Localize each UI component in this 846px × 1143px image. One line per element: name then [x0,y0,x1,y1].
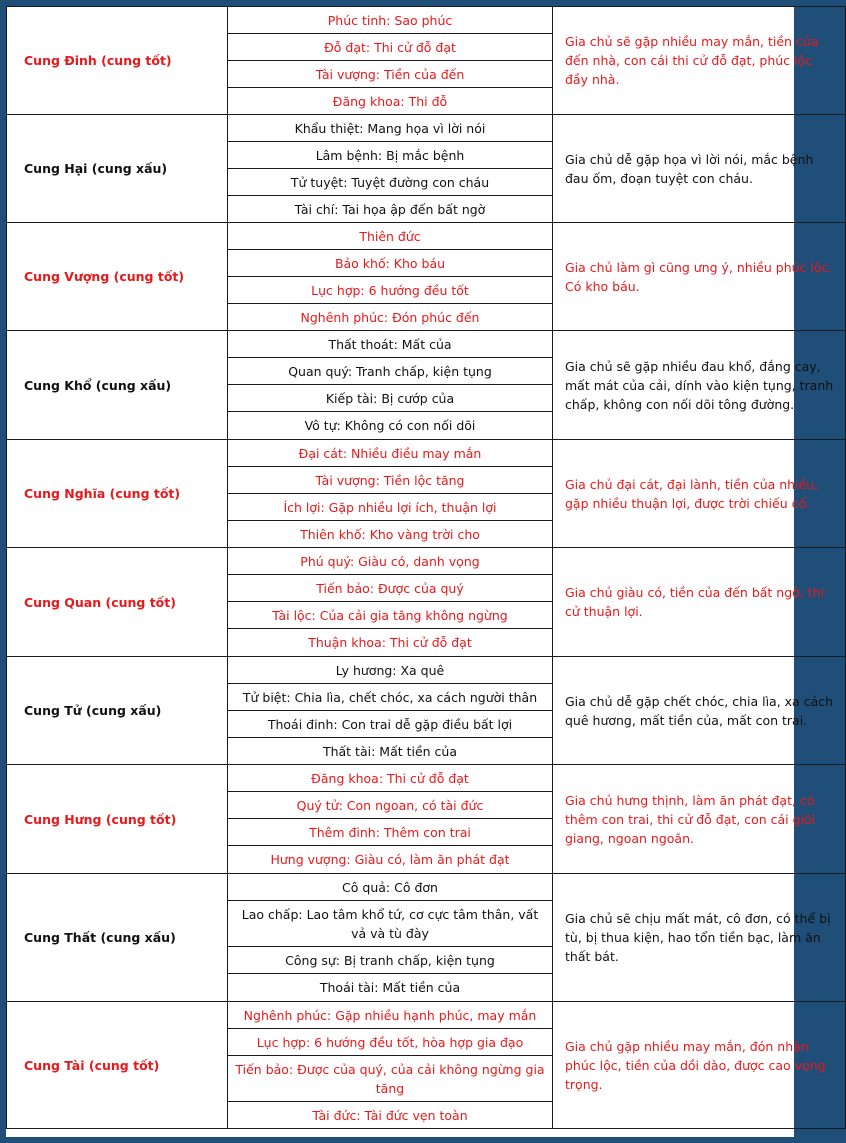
palace-name: Cung Hại (cung xấu) [7,115,228,223]
table-row [7,7,846,34]
palace-star-item: Tài lộc: Của cải gia tăng không ngừng [228,602,553,629]
palace-description: Gia chủ gặp nhiều may mắn, đón nhận phúc lộc, tiền của dồi dào, được cao vọng trọng. [553,1002,846,1129]
palace-star-item: Tài đức: Tài đức vẹn toàn [228,1102,553,1129]
palace-star-item: Đăng khoa: Thi cử đỗ đạt [228,765,553,792]
palace-star-item: Lục hợp: 6 hướng đều tốt, hòa hợp gia đạo [228,1029,553,1056]
palace-description: Gia chủ đại cát, đại lành, tiền của nhiều, gặp nhiều thuận lợi, được trời chiếu cố. [553,440,846,548]
palace-star-item: Nghênh phúc: Gặp nhiều hạnh phúc, may mắn [228,1002,553,1029]
table-row [7,1002,846,1029]
table-row [7,765,846,792]
palace-table [6,6,846,1129]
palace-star-item: Tiến bảo: Được của quý [228,575,553,602]
palace-star-item: Phú quý: Giàu có, danh vọng [228,548,553,575]
palace-star-item: Thiên khố: Kho vàng trời cho [228,521,553,548]
palace-star-item: Thất tài: Mất tiền của [228,738,553,765]
table-row [7,548,846,575]
palace-name: Cung Thất (cung xấu) [7,874,228,1002]
palace-name: Cung Quan (cung tốt) [7,548,228,657]
palace-star-item: Đăng khoa: Thi đỗ [228,88,553,115]
palace-star-item: Bảo khố: Kho báu [228,250,553,277]
palace-star-item: Hưng vượng: Giàu có, làm ăn phát đạt [228,846,553,874]
palace-star-item: Vô tự: Không có con nối dõi [228,412,553,440]
palace-star-item: Kiếp tài: Bị cướp của [228,385,553,412]
table-row [7,115,846,142]
palace-description: Gia chủ sẽ gặp nhiều may mắn, tiền của đến nhà, con cái thi cử đỗ đạt, phúc lộc đầy nhà. [553,7,846,115]
palace-description: Gia chủ sẽ gặp nhiều đau khổ, đắng cay, mất mát của cải, dính vào kiện tụng, tranh chấp, không con nối dõi tông đường. [553,331,846,440]
palace-star-item: Thoái tài: Mất tiền của [228,974,553,1002]
palace-name: Cung Đinh (cung tốt) [7,7,228,115]
palace-star-item: Tài vượng: Tiền lộc tăng [228,467,553,494]
table-row [7,223,846,250]
palace-star-item: Tiến bảo: Được của quý, của cải không ngừng gia tăng [228,1056,553,1102]
palace-star-item: Thêm đinh: Thêm con trai [228,819,553,846]
palace-name: Cung Nghĩa (cung tốt) [7,440,228,548]
palace-star-item: Công sự: Bị tranh chấp, kiện tụng [228,947,553,974]
table-row [7,874,846,901]
palace-description: Gia chủ giàu có, tiền của đến bất ngờ, thi cử thuận lợi. [553,548,846,657]
palace-star-item: Thuận khoa: Thi cử đỗ đạt [228,629,553,657]
palace-star-item: Thoái đinh: Con trai dễ gặp điều bất lợi [228,711,553,738]
palace-star-item: Lao chấp: Lao tâm khổ tứ, cơ cực tâm thân, vất vả và tù đày [228,901,553,947]
palace-star-item: Ly hương: Xa quê [228,657,553,684]
palace-star-item: Tài chí: Tai họa ập đến bất ngờ [228,196,553,223]
palace-star-item: Đại cát: Nhiều điều may mắn [228,440,553,467]
palace-star-item: Tử tuyệt: Tuyệt đường con cháu [228,169,553,196]
palace-star-item: Tử biệt: Chia lìa, chết chóc, xa cách người thân [228,684,553,711]
palace-star-item: Quan quý: Tranh chấp, kiện tụng [228,358,553,385]
palace-name: Cung Khổ (cung xấu) [7,331,228,440]
palace-description: Gia chủ sẽ chịu mất mát, cô đơn, có thể bị tù, bị thua kiện, hao tổn tiền bạc, làm ăn thất bát. [553,874,846,1002]
palace-star-item: Nghênh phúc: Đón phúc đến [228,304,553,331]
table-row [7,440,846,467]
palace-star-item: Tài vượng: Tiền của đến [228,61,553,88]
palace-name: Cung Tài (cung tốt) [7,1002,228,1129]
palace-star-item: Lâm bệnh: Bị mắc bệnh [228,142,553,169]
palace-description: Gia chủ làm gì cũng ưng ý, nhiều phúc lộc. Có kho báu. [553,223,846,331]
palace-star-item: Ích lợi: Gặp nhiều lợi ích, thuận lợi [228,494,553,521]
palace-star-item: Lục hợp: 6 hướng đều tốt [228,277,553,304]
palace-star-item: Cô quả: Cô đơn [228,874,553,901]
palace-star-item: Phúc tinh: Sao phúc [228,7,553,34]
palace-name: Cung Hưng (cung tốt) [7,765,228,874]
palace-description: Gia chủ hưng thịnh, làm ăn phát đạt, có thêm con trai, thi cử đỗ đạt, con cái giỏi giang, ngoan ngoãn. [553,765,846,874]
palace-description: Gia chủ dễ gặp chết chóc, chia lìa, xa cách quê hương, mất tiền của, mất con trai. [553,657,846,765]
palace-star-item: Thất thoát: Mất của [228,331,553,358]
palace-name: Cung Vượng (cung tốt) [7,223,228,331]
palace-name: Cung Tử (cung xấu) [7,657,228,765]
table-row [7,657,846,684]
palace-star-item: Đỗ đạt: Thi cử đỗ đạt [228,34,553,61]
palace-description: Gia chủ dễ gặp họa vì lời nói, mắc bệnh đau ốm, đoạn tuyệt con cháu. [553,115,846,223]
palace-table-frame [6,6,834,1137]
palace-star-item: Quý tử: Con ngoan, có tài đức [228,792,553,819]
palace-star-item: Khẩu thiệt: Mang họa vì lời nói [228,115,553,142]
table-row [7,331,846,358]
palace-star-item: Thiên đức [228,223,553,250]
